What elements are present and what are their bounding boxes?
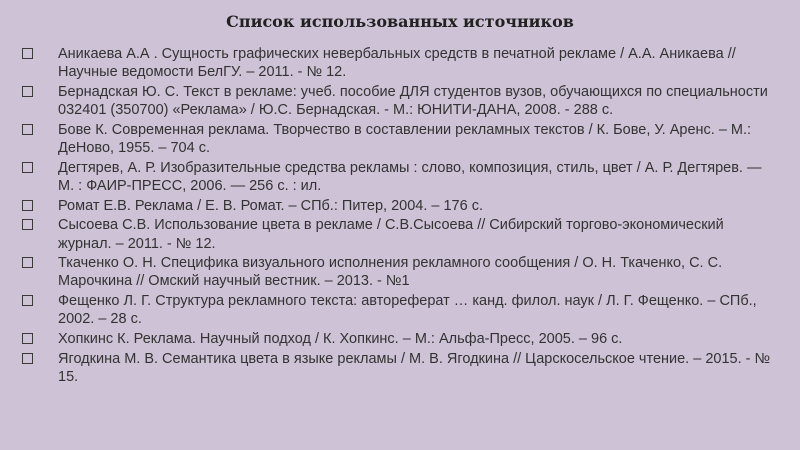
checkbox-bullet-icon [22, 219, 33, 230]
checkbox-bullet-icon [22, 257, 33, 268]
page-title: Список использованных источников [226, 12, 574, 31]
reference-text: Ягодкина М. В. Семантика цвета в языке рекламы / М. В. Ягодкина // Царскосельское чтение. – 2015. - № 15. [58, 350, 771, 385]
checkbox-bullet-icon [22, 48, 33, 59]
list-item [22, 121, 777, 157]
reference-text: Сысоева С.В. Использование цвета в рекламе / С.В.Сысоева // Сибирский торгово-экономический журнал. – 2011. - № 12. [58, 217, 724, 252]
list-item [22, 197, 777, 215]
reference-text: Фещенко Л. Г. Структура рекламного текста: автореферат … канд. филол. наук / Л. Г. Фещенко. – СПб., 2002. – 28 с. [58, 293, 757, 328]
reference-text: Ромат Е.В. Реклама / Е. В. Ромат. – СПб.: Питер, 2004. – 176 с. [58, 197, 483, 214]
reference-text: Ткаченко О. Н. Специфика визуального исполнения рекламного сообщения / О. Н. Ткаченко, С. С. Марочкина // Омский научный вестник. – 2013. - №1 [58, 255, 723, 290]
list-item [22, 350, 777, 386]
list-item [22, 292, 777, 328]
list-item [22, 216, 777, 252]
list-item [22, 254, 777, 290]
checkbox-bullet-icon [22, 86, 33, 97]
checkbox-bullet-icon [22, 162, 33, 173]
reference-text: Бернадская Ю. С. Текст в рекламе: учеб. пособие ДЛЯ студентов вузов, обучающихся по специальности 032401 (350700) «Реклама» / Ю.С. Бернадская. - М.: ЮНИТИ-ДАНА, 2008. - 288 с. [58, 83, 768, 119]
reference-text: Дегтярев, А. Р. Изобразительные средства рекламы : слово, композиция, стиль, цвет / А. Р. Дегтярев. — М. : ФАИР-ПРЕСС, 2006. — 256 с. : ил. [58, 159, 762, 194]
list-item [22, 159, 777, 195]
reference-text: Аникаева А.А . Сущность графических невербальных средств в печатной рекламе / А.А. Аникаева // Научные ведомости БелГУ. – 2011. - № 12. [58, 46, 736, 81]
reference-list [22, 45, 777, 388]
checkbox-bullet-icon [22, 200, 33, 211]
reference-text: Бове К. Современная реклама. Творчество в составлении рекламных текстов / К. Бове, У. Аренс. – М.: ДеНово, 1955. – 704 с. [58, 121, 752, 157]
checkbox-bullet-icon [22, 353, 33, 364]
list-item [22, 45, 777, 81]
list-item [22, 83, 777, 119]
reference-text: Хопкинс К. Реклама. Научный подход / К. Хопкинс. – М.: Альфа-Пресс, 2005. – 96 с. [58, 331, 623, 348]
checkbox-bullet-icon [22, 333, 33, 344]
checkbox-bullet-icon [22, 295, 33, 306]
checkbox-bullet-icon [22, 124, 33, 135]
list-item [22, 330, 777, 348]
